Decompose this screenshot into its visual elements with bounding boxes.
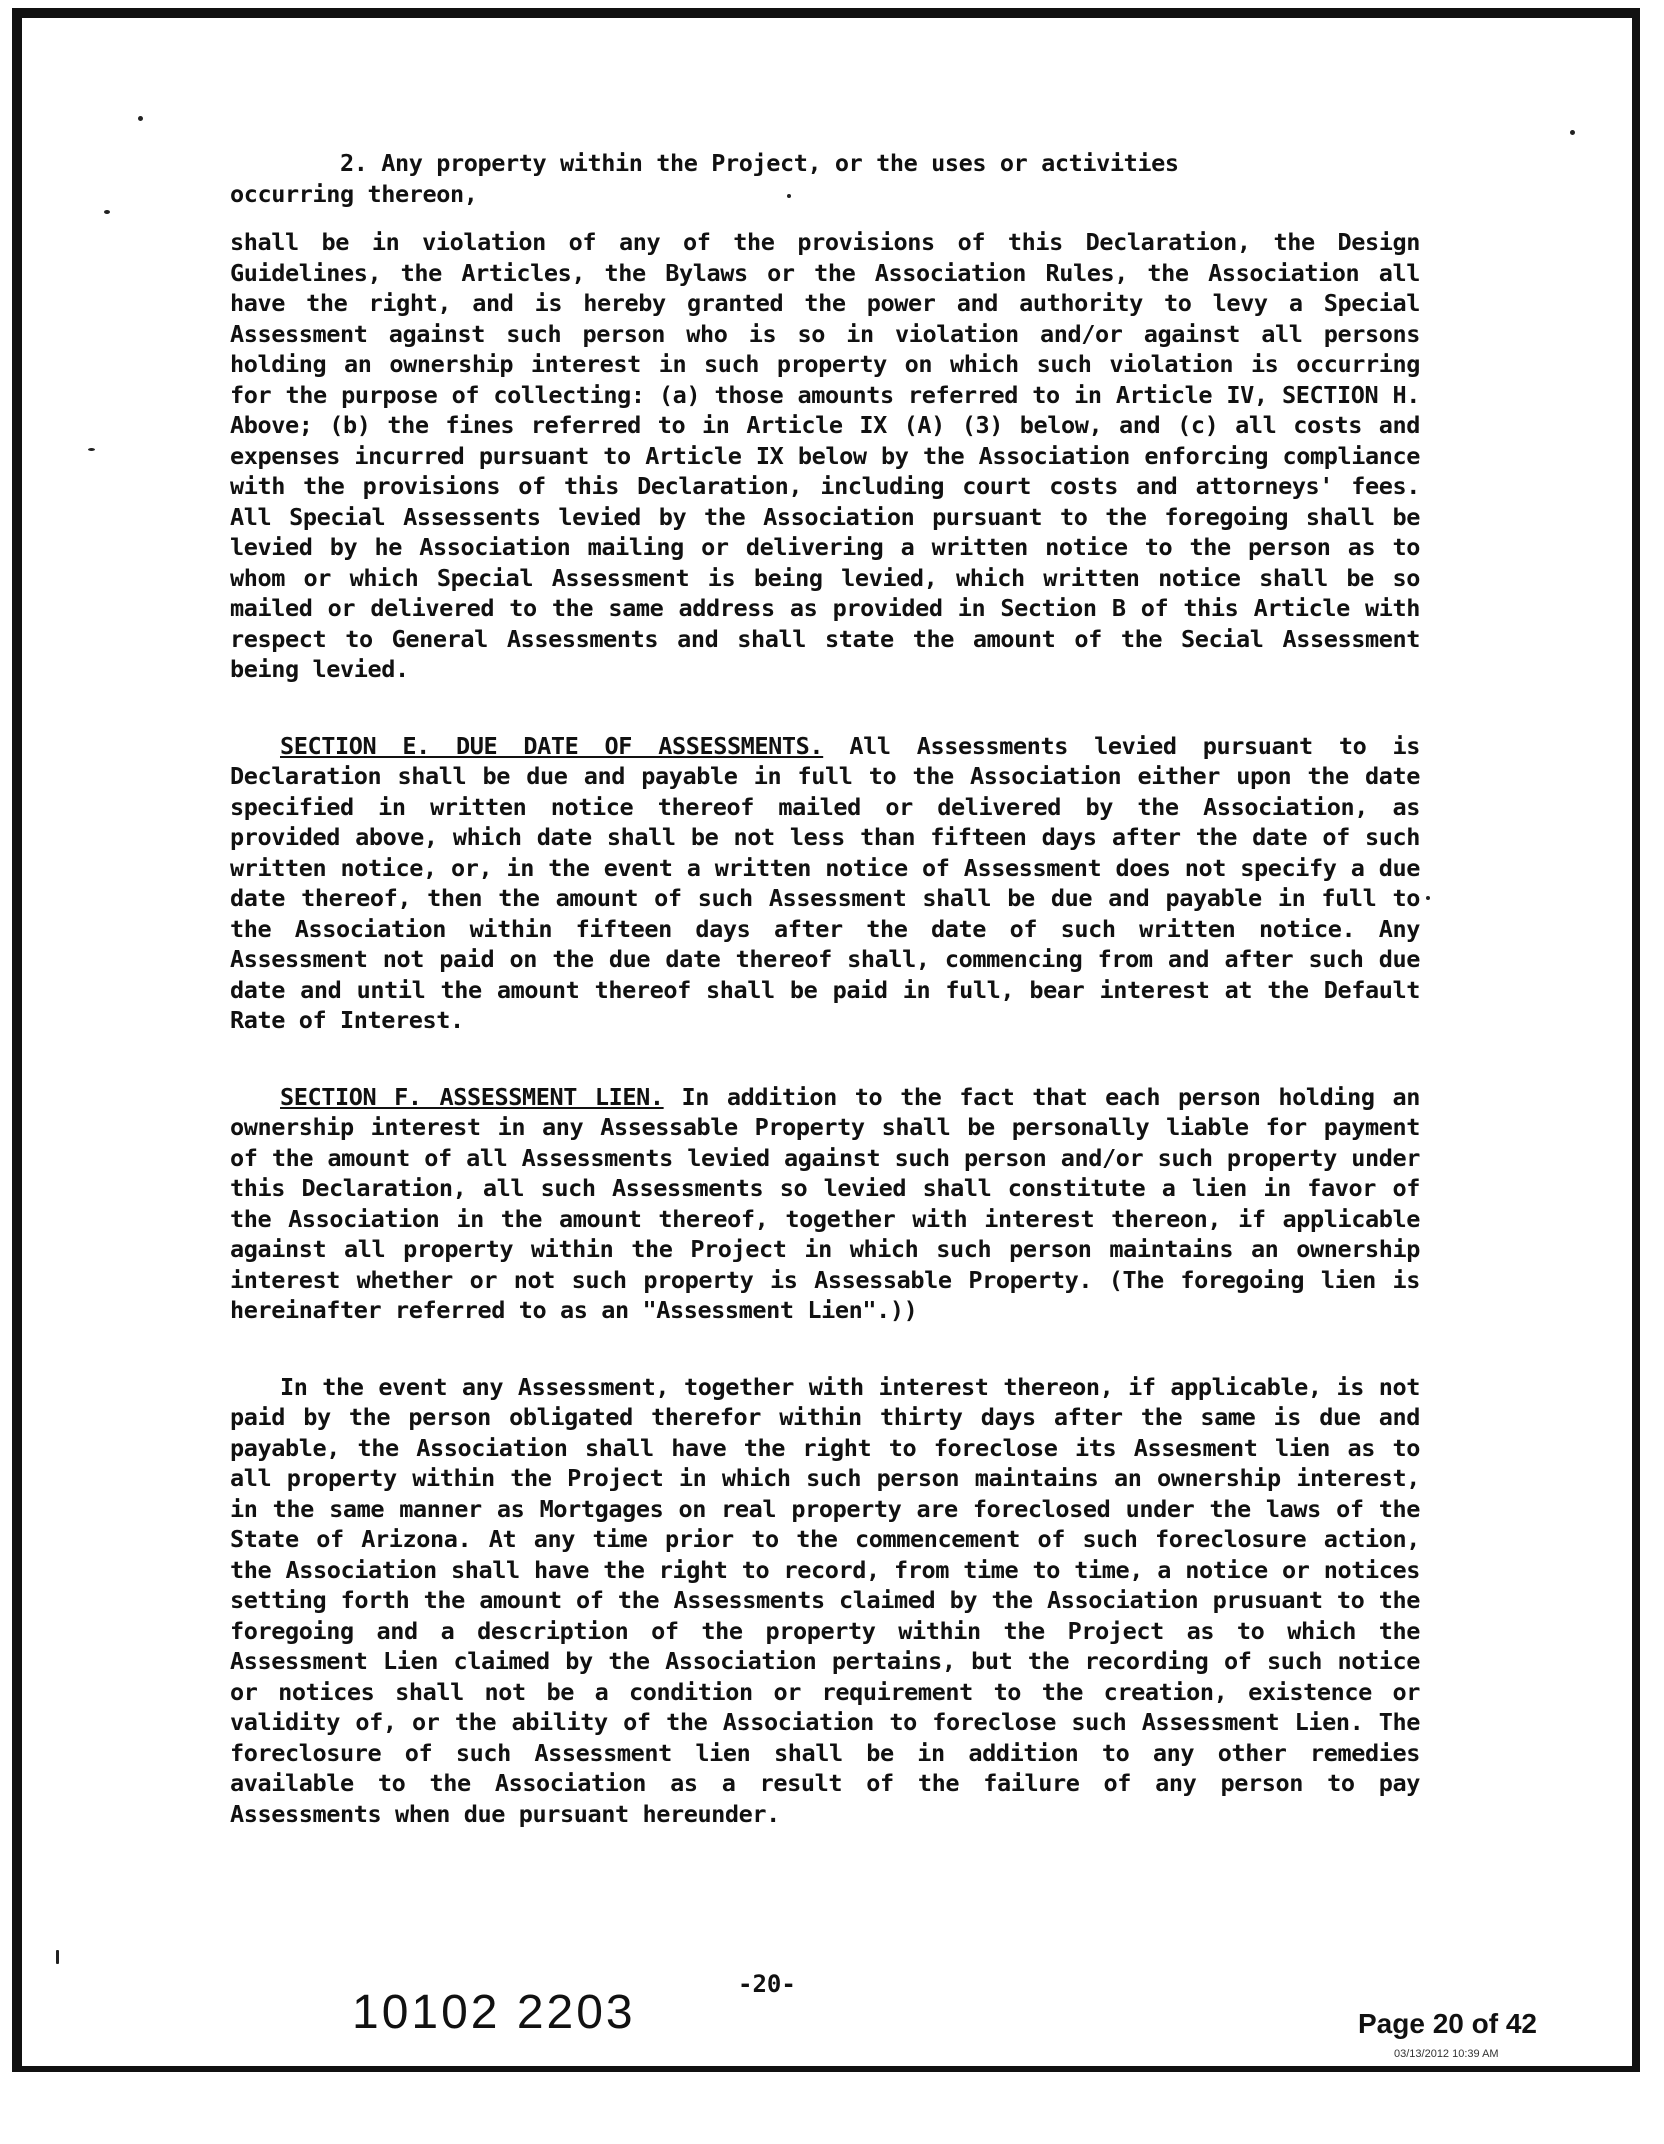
scan-speck [56,1950,59,1964]
scan-speck [1426,896,1430,900]
scan-speck [104,210,110,214]
section-e-text: All Assessments levied pursuant to is Declaration shall be due and payable in full to the Association either upon the date specified in written notice thereof mailed or delivered by the Association, as provided above, which date shall be not less than fifteen days after the date of such written notice, or, in the event a written notice of Assessment does not specify a due date thereof, then the amount of such Assessment shall be due and payable in full to the Association within fifteen days after the date of such written notice. Any Assessment not paid on the due date thereof shall, commencing from and after such due date and until the amount thereof shall be paid in full, bear interest at the Default Rate of Interest. [230,731,1421,1034]
page-number: -20- [738,1970,796,1998]
section-heading-due-date: SECTION E. DUE DATE OF ASSESSMENTS. [280,731,824,760]
paragraph-section-f [230,1082,1420,1326]
timestamp-stamp: 03/13/2012 10:39 AM [1394,2048,1499,2060]
page-count-label: Page 20 of 42 [1358,2008,1537,2039]
scan-speck [138,116,143,121]
scan-speck [1570,130,1575,135]
paragraph-lead: 2. Any property within the Project, or the uses or activities [340,149,1179,177]
paragraph-continuation: occurring thereon, [230,179,478,208]
paragraph-section-e [230,731,1420,1036]
section-f-text: In addition to the fact that each person holding an ownership interest in any Assessable Property shall be personally liable for payment of the amount of all Assessments levied against such person and/or such property under this Declaration, all such Assessments so levied shall constitute a lien in favor of the Association in the amount thereof, together with interest thereon, if applicable against all property within the Project in which such person maintains an ownership interest whether or not such property is Assessable Property. (The foregoing lien is hereinafter referred to as an "Assessment Lien".)) [230,1082,1420,1324]
paragraph-foreclosure: In the event any Assessment, together with interest thereon, if applicable, is not paid by the person obligated therefor within thirty days after the same is due and payable, the Association shall have the right to foreclose its Assesment lien as to all property within the Project in which such person maintains an ownership interest, in the same manner as Mortgages on real property are foreclosed under the laws of the State of Arizona. At any time prior to the commencement of such foreclosure action, the Association shall have the right to record, from time to time, a notice or notices setting forth the amount of the Assessments claimed by the Association prusuant to the foregoing and a description of the property within the Project as to which the Assessment Lien claimed by the Association pertains, but the recording of such notice or notices shall not be a condition or requirement to the creation, existence or validity of, or the ability of the Association to foreclose such Assessment Lien. The foreclosure of such Assessment lien shall be in addition to any other remedies available to the Association as a result of the failure of any person to pay Assessments when due pursuant hereunder. [230,1372,1420,1828]
section-heading-assessment-lien: SECTION F. ASSESSMENT LIEN. [280,1082,664,1111]
document-body [230,148,1420,1875]
document-number: 10102 2203 [352,1986,636,2039]
paragraph-special-assessment: shall be in violation of any of the provisions of this Declaration, the Design Guidelines, the Articles, the Bylaws or the Association Rules, the Association all have the right, and is hereby granted the power and authority to levy a Special Assessment against such person who is so in violation and/or against all persons holding an ownership interest in such property on which such violation is occurring for the purpose of collecting: (a) those amounts referred to in Article IV, SECTION H. Above; (b) the fines referred to in Article IX (A) (3) below, and (c) all costs and expenses incurred pursuant to Article IX below by the Association enforcing compliance with the provisions of this Declaration, including court costs and attorneys' fees. All Special Assessents levied by the Association pursuant to the foregoing shall be levied by he Association mailing or delivering a written notice to the person as to whom or which Special Assessment is being levied, which written notice shall be so mailed or delivered to the same address as provided in Section B of this Article with respect to General Assessments and shall state the amount of the Secial Assessment being levied. [230,228,1420,683]
scan-speck [88,448,95,451]
paragraph-item-2 [230,148,1420,209]
